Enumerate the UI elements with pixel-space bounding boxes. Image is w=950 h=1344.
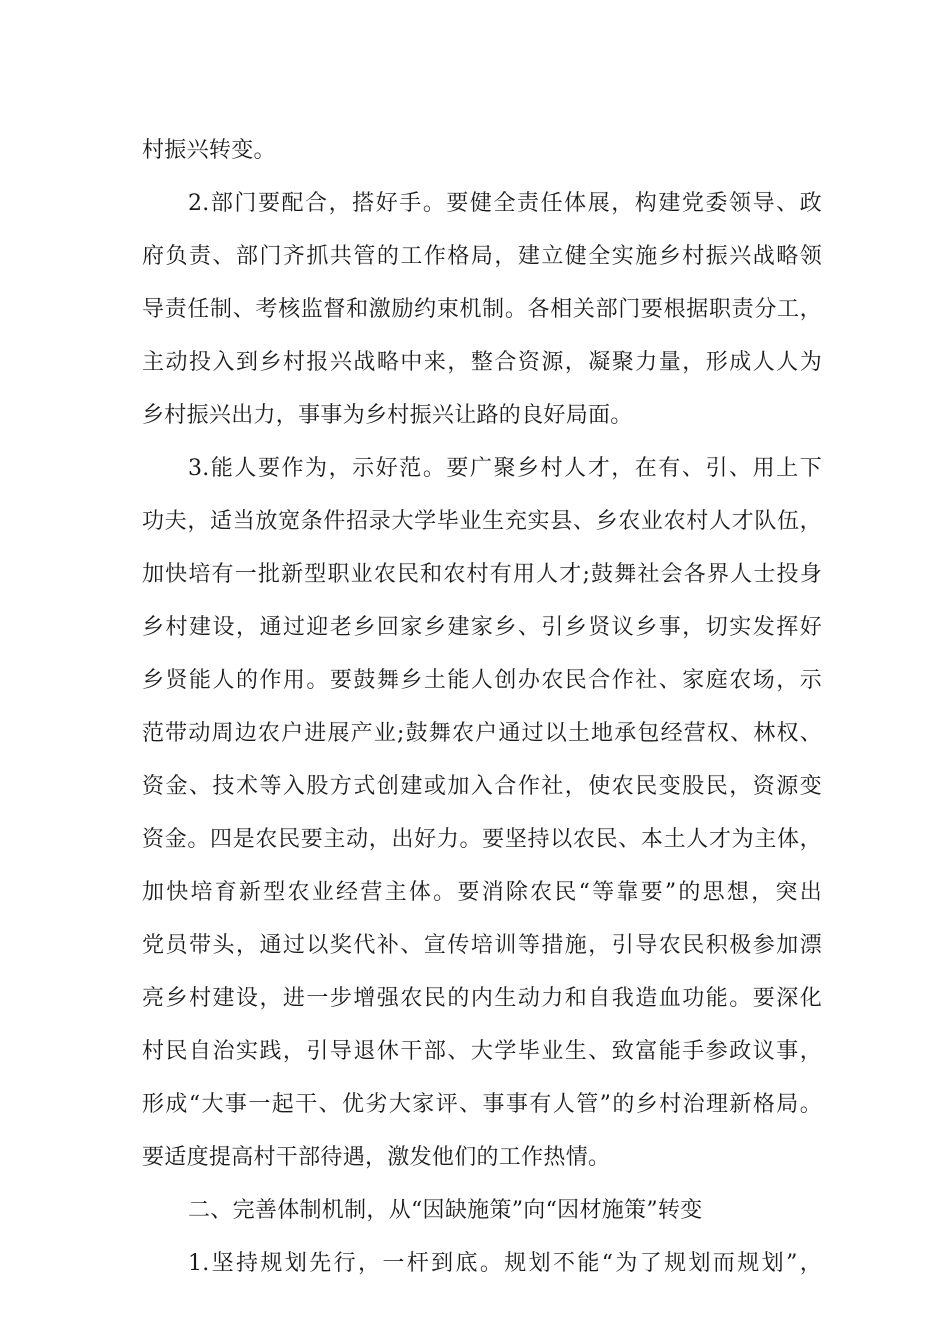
body-text [142,124,822,1290]
text-line: 乡村振兴出力，事事为乡村振兴让路的良好局面。 [142,403,633,428]
text-line: 功夫，适当放宽条件招录大学毕业生充实县、乡农业农村人才队伍， [142,509,822,534]
text-line: 资金、技术等入股方式创建或加入合作社，使农民变股民，资源变 [142,774,822,799]
text-line: 范带动周边农户进展产业;鼓舞农户通过以土地承包经营权、林权、 [142,721,822,746]
text-line: 主动投入到乡村报兴战略中来，整合资源，凝聚力量，形成人人为 [142,350,822,375]
text-line: 加快培育新型农业经营主体。要消除农民“等靠要”的思想，突出 [142,880,822,905]
text-line: 乡村建设，通过迎老乡回家乡建家乡、引乡贤议乡事，切实发挥好 [142,615,822,640]
text-line: 资金。四是农民要主动，出好力。要坚持以农民、本土人才为主体， [142,827,822,852]
text-line: 二、完善体制机制，从“因缺施策”向“因材施策”转变 [188,1198,703,1223]
text-line: 府负责、部门齐抓共管的工作格局，建立健全实施乡村振兴战略领 [142,244,822,269]
text-line: 2.部门要配合，搭好手。要健全责任体展，构建党委领导、政 [188,191,822,216]
text-line: 要适度提高村干部待遇，激发他们的工作热情。 [142,1145,611,1170]
text-line: 3.能人要作为，示好范。要广聚乡村人才，在有、引、用上下 [188,456,822,481]
text-line: 亮乡村建设，进一步增强农民的内生动力和自我造血功能。要深化 [142,986,822,1011]
text-line: 乡贤能人的作用。要鼓舞乡土能人创办农民合作社、家庭农场，示 [142,668,822,693]
text-line: 形成“大事一起干、优劣大家评、事事有人管”的乡村治理新格局。 [142,1092,822,1117]
text-line: 导责任制、考核监督和激励约束机制。各相关部门要根据职责分工， [142,297,822,322]
text-line: 党员带头，通过以奖代补、宣传培训等措施，引导农民积极参加漂 [142,933,822,958]
text-line: 加快培有一批新型职业农民和农村有用人才;鼓舞社会各界人士投身 [142,562,822,587]
text-line: 村振兴转变。 [142,138,276,163]
text-line: 1.坚持规划先行，一杆到底。规划不能“为了规划而规划”， [188,1251,822,1276]
text-line: 村民自治实践，引导退休干部、大学毕业生、致富能手参政议事， [142,1039,822,1064]
